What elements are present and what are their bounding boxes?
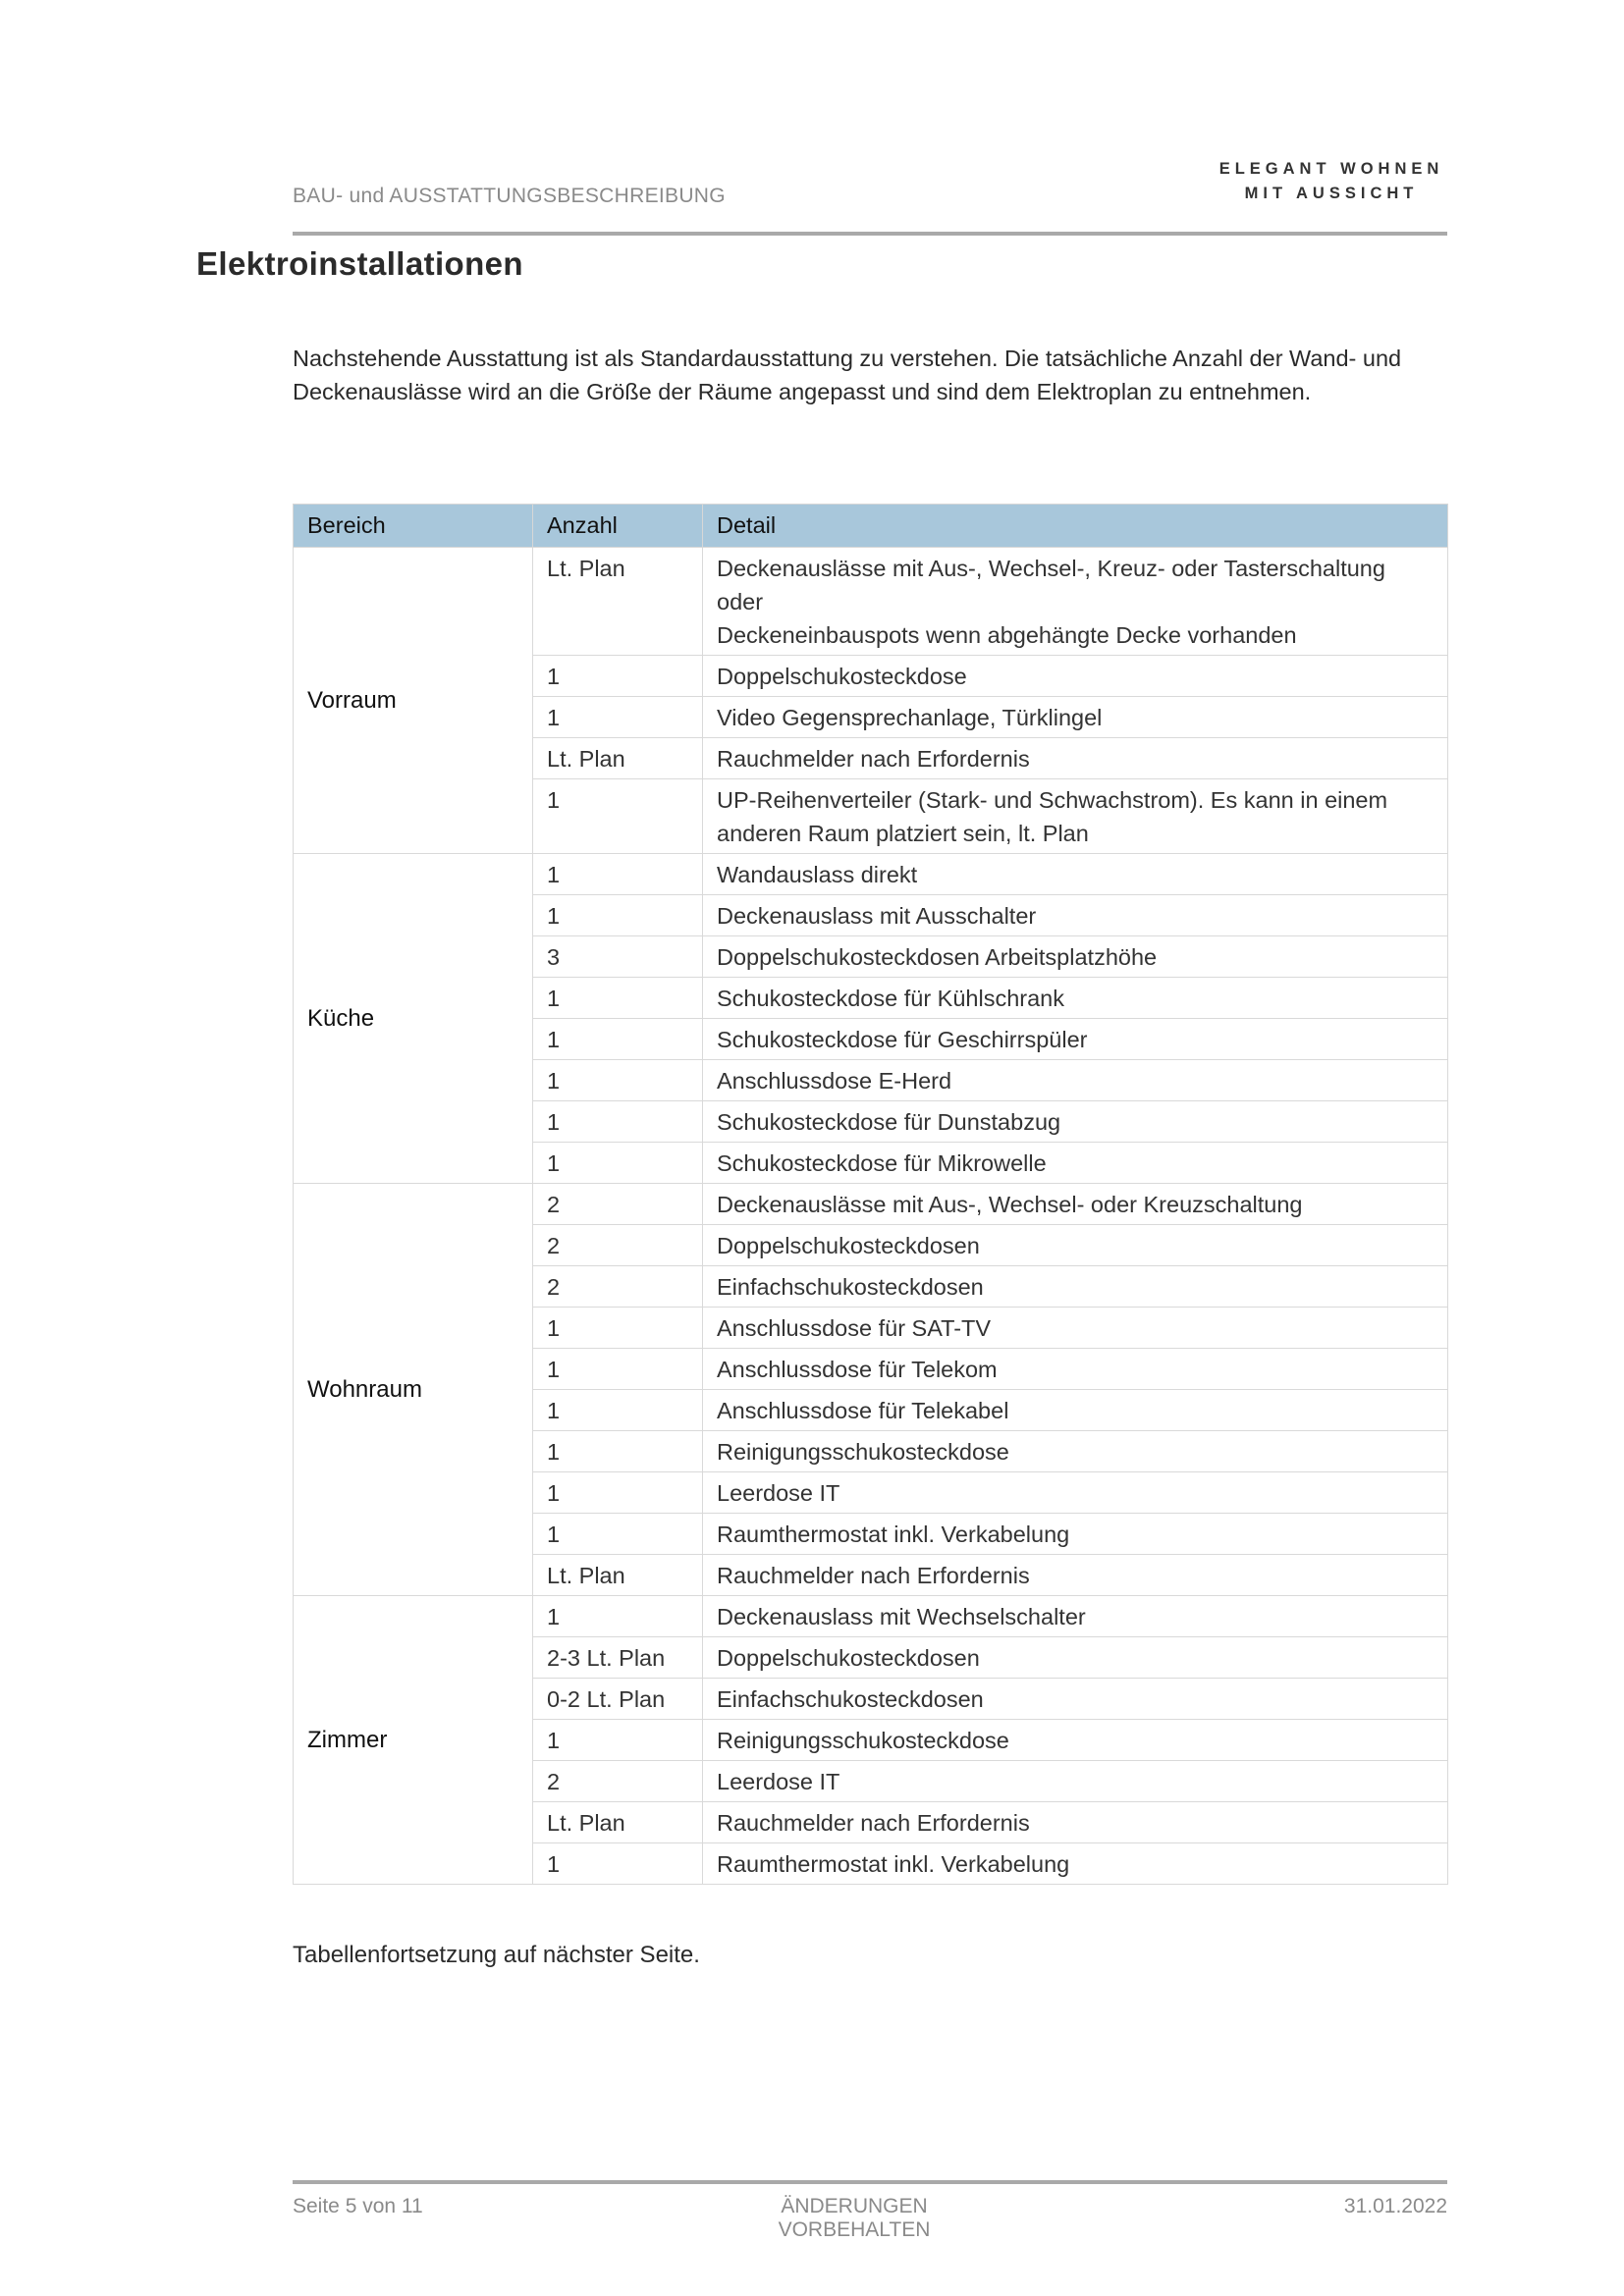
- quantity-cell: 1: [533, 1514, 703, 1555]
- area-cell: Küche: [294, 854, 533, 1184]
- detail-line: Doppelschukosteckdose: [717, 664, 967, 689]
- document-date: 31.01.2022: [1343, 2195, 1447, 2217]
- detail-cell: [703, 738, 1448, 779]
- detail-line: Raumthermostat inkl. Verkabelung: [717, 1522, 1070, 1547]
- detail-cell: [703, 936, 1448, 978]
- detail-cell: [703, 548, 1448, 656]
- quantity-cell: Lt. Plan: [533, 1802, 703, 1843]
- detail-cell: [703, 1843, 1448, 1885]
- footer-notice: ÄNDERUNGEN VORBEHALTEN: [778, 2195, 931, 2241]
- quantity-cell: Lt. Plan: [533, 1555, 703, 1596]
- table-body: [294, 548, 1448, 1885]
- detail-cell: [703, 1060, 1448, 1101]
- detail-cell: [703, 697, 1448, 738]
- detail-line: Deckenauslässe mit Aus-, Wechsel- oder Kreuzschaltung: [717, 1192, 1303, 1217]
- header-divider: [293, 232, 1447, 236]
- quantity-cell: 1: [533, 1720, 703, 1761]
- detail-cell: [703, 779, 1448, 854]
- logo-line-1: ELEGANT WOHNEN: [1218, 160, 1444, 178]
- detail-line: Wandauslass direkt: [717, 862, 918, 887]
- detail-cell: [703, 1349, 1448, 1390]
- quantity-cell: 1: [533, 978, 703, 1019]
- detail-line: Rauchmelder nach Erfordernis: [717, 1563, 1030, 1588]
- detail-line: Deckenauslass mit Wechselschalter: [717, 1604, 1086, 1629]
- detail-line: Reinigungsschukosteckdose: [717, 1439, 1009, 1465]
- brand-logo: [1218, 157, 1445, 206]
- equipment-table: [293, 504, 1448, 1885]
- quantity-cell: 1: [533, 1843, 703, 1885]
- quantity-cell: 1: [533, 1349, 703, 1390]
- quantity-cell: 1: [533, 1596, 703, 1637]
- detail-line: Einfachschukosteckdosen: [717, 1274, 984, 1300]
- detail-cell: [703, 895, 1448, 936]
- detail-cell: [703, 1266, 1448, 1308]
- detail-line: Deckenauslass mit Ausschalter: [717, 903, 1037, 929]
- detail-cell: [703, 1637, 1448, 1679]
- detail-cell: [703, 1514, 1448, 1555]
- quantity-cell: 1: [533, 1390, 703, 1431]
- detail-cell: [703, 1555, 1448, 1596]
- detail-cell: [703, 656, 1448, 697]
- quantity-cell: 1: [533, 1101, 703, 1143]
- area-cell: Vorraum: [294, 548, 533, 854]
- detail-cell: [703, 1019, 1448, 1060]
- detail-line: Anschlussdose E-Herd: [717, 1068, 952, 1094]
- quantity-cell: 2-3 Lt. Plan: [533, 1637, 703, 1679]
- detail-line: Schukosteckdose für Kühlschrank: [717, 986, 1064, 1011]
- detail-line: Rauchmelder nach Erfordernis: [717, 1810, 1030, 1836]
- quantity-cell: 1: [533, 1143, 703, 1184]
- detail-line: Schukosteckdose für Mikrowelle: [717, 1150, 1047, 1176]
- table-row: [294, 854, 1448, 895]
- detail-cell: [703, 854, 1448, 895]
- quantity-cell: 1: [533, 697, 703, 738]
- detail-cell: [703, 1431, 1448, 1472]
- detail-cell: [703, 1184, 1448, 1225]
- detail-line: Doppelschukosteckdosen: [717, 1233, 980, 1258]
- detail-line: Video Gegensprechanlage, Türklingel: [717, 705, 1103, 730]
- page-number: Seite 5 von 11: [293, 2195, 423, 2217]
- quantity-cell: 0-2 Lt. Plan: [533, 1679, 703, 1720]
- detail-line: oder: [717, 589, 764, 614]
- detail-line: Rauchmelder nach Erfordernis: [717, 746, 1030, 772]
- table-header-row: [294, 505, 1448, 548]
- detail-line: Doppelschukosteckdosen Arbeitsplatzhöhe: [717, 944, 1158, 970]
- footer-divider: [293, 2180, 1447, 2184]
- quantity-cell: 2: [533, 1761, 703, 1802]
- detail-cell: [703, 1596, 1448, 1637]
- detail-cell: [703, 1761, 1448, 1802]
- area-cell: Wohnraum: [294, 1184, 533, 1596]
- detail-line: Einfachschukosteckdosen: [717, 1686, 984, 1712]
- detail-line: Leerdose IT: [717, 1769, 840, 1794]
- quantity-cell: 2: [533, 1266, 703, 1308]
- quantity-cell: 1: [533, 656, 703, 697]
- detail-line: Anschlussdose für Telekom: [717, 1357, 998, 1382]
- detail-cell: [703, 1143, 1448, 1184]
- area-cell: Zimmer: [294, 1596, 533, 1885]
- continuation-note: Tabellenfortsetzung auf nächster Seite.: [293, 1942, 700, 1968]
- quantity-cell: 1: [533, 1472, 703, 1514]
- column-header-detail: Detail: [703, 505, 1448, 548]
- table-row: [294, 1596, 1448, 1637]
- detail-line: Schukosteckdose für Dunstabzug: [717, 1109, 1061, 1135]
- quantity-cell: 1: [533, 1308, 703, 1349]
- detail-line: Reinigungsschukosteckdose: [717, 1728, 1009, 1753]
- detail-cell: [703, 1225, 1448, 1266]
- detail-line: Leerdose IT: [717, 1480, 840, 1506]
- logo-line-2: MIT AUSSICHT: [1244, 185, 1419, 202]
- detail-cell: [703, 978, 1448, 1019]
- quantity-cell: 1: [533, 1431, 703, 1472]
- intro-paragraph: Nachstehende Ausstattung ist als Standardausstattung zu verstehen. Die tatsächliche Anzahl der Wand- und Deckenauslässe wird an die Größe der Räume angepasst und sind dem Elektroplan zu entnehmen.: [293, 346, 1402, 404]
- detail-line: Schukosteckdose für Geschirrspüler: [717, 1027, 1088, 1052]
- quantity-cell: 1: [533, 895, 703, 936]
- quantity-cell: 1: [533, 779, 703, 854]
- document-title: BAU- und AUSSTATTUNGSBESCHREIBUNG: [293, 185, 726, 207]
- quantity-cell: Lt. Plan: [533, 738, 703, 779]
- detail-cell: [703, 1472, 1448, 1514]
- detail-line: Doppelschukosteckdosen: [717, 1645, 980, 1671]
- detail-line: Anschlussdose für Telekabel: [717, 1398, 1009, 1423]
- detail-cell: [703, 1101, 1448, 1143]
- column-header-quantity: Anzahl: [533, 505, 703, 548]
- detail-line: Anschlussdose für SAT-TV: [717, 1315, 992, 1341]
- detail-cell: [703, 1308, 1448, 1349]
- column-header-area: Bereich: [294, 505, 533, 548]
- table-row: [294, 548, 1448, 656]
- detail-line: Deckenauslässe mit Aus-, Wechsel-, Kreuz- oder Tasterschaltung: [717, 556, 1385, 581]
- detail-cell: [703, 1390, 1448, 1431]
- quantity-cell: 2: [533, 1225, 703, 1266]
- section-title: Elektroinstallationen: [196, 245, 523, 282]
- detail-cell: [703, 1802, 1448, 1843]
- quantity-cell: 1: [533, 854, 703, 895]
- table-row: [294, 1184, 1448, 1225]
- detail-line: Deckeneinbauspots wenn abgehängte Decke vorhanden: [717, 622, 1297, 648]
- quantity-cell: Lt. Plan: [533, 548, 703, 656]
- quantity-cell: 3: [533, 936, 703, 978]
- detail-cell: [703, 1720, 1448, 1761]
- quantity-cell: 2: [533, 1184, 703, 1225]
- quantity-cell: 1: [533, 1019, 703, 1060]
- detail-line: Raumthermostat inkl. Verkabelung: [717, 1851, 1070, 1877]
- detail-cell: [703, 1679, 1448, 1720]
- quantity-cell: 1: [533, 1060, 703, 1101]
- detail-line: UP-Reihenverteiler (Stark- und Schwachstrom). Es kann in einem anderen Raum platziert sein, lt. Plan: [717, 787, 1388, 846]
